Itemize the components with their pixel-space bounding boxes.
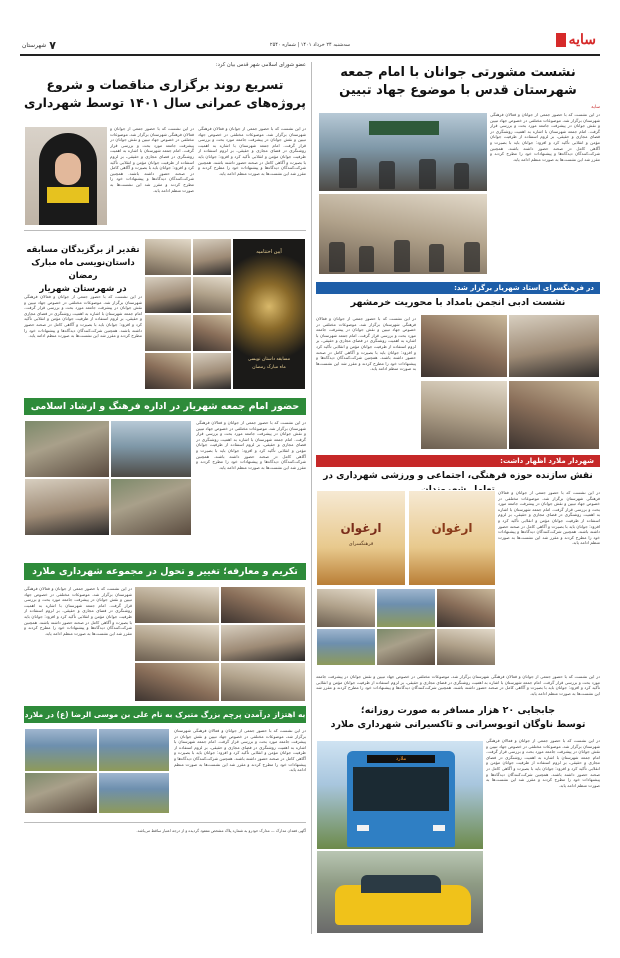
culture-photo-6 — [436, 628, 496, 666]
literary-body: در این نشست که با حضور جمعی از جوانان و فعالان فرهنگی شهرستان برگزار شد، موضوعات مختلفی در خصوص جهاد تبیین و نقش جوانان در پیشرفت جامعه مورد بحث و بررسی قرار گرفت. امام جمعه شهرستان با اشاره به اهمیت روشنگری در فضای مجازی و حقیقی، بر لزوم استفاده از ظرفیت جوانان مؤمن و انقلابی تأکید کرد و افزود: جوانان باید با بصیرت و آگاهی کامل در صحنه حضور داشته باشند. همچنین شرکت‌کنندگان دیدگاه‌ها و پیشنهادات خود را مطرح کردند و مقرر شد این نشست‌ها به صورت منظم ادامه یابد. — [316, 316, 416, 372]
honor-photo-2 — [144, 276, 192, 314]
poster-line3: ماه مبارک رمضان — [252, 365, 286, 370]
footer-notice: آگهی فقدان مدارک — مدارک خودرو به شماره پلاک مشخص مفقود گردیده و از درجه اعتبار ساقط می‌باشد. — [136, 828, 306, 833]
bus-headlight-left — [357, 825, 369, 831]
literary-photo-1 — [420, 314, 508, 378]
honor-poster — [232, 238, 306, 390]
taxi-window — [361, 875, 441, 893]
left-main-title-line2: پروژه‌های عمرانی سال ۱۴۰۱ توسط شهرداری — [24, 95, 306, 110]
culture-photo-2 — [376, 588, 436, 628]
literary-headline: نشست ادبی انجمن بامداد با محوریت خرمشهر — [350, 297, 566, 308]
right-main-headline — [316, 64, 600, 100]
transport-headline — [316, 704, 600, 732]
meeting-photo-1 — [318, 112, 488, 192]
flag-photo-2 — [98, 728, 170, 772]
culture-poster-title: ارغوان — [431, 521, 473, 535]
portrait-scarf — [47, 187, 89, 203]
imam-visit-bar: حضور امام جمعه شهریار در اداره فرهنگ و ارشاد اسلامی — [24, 398, 306, 415]
right-main-title-line1: نشست مشورتی جوانان با امام جمعه — [340, 65, 576, 80]
logo-text: سایه — [568, 32, 596, 48]
person-figure — [394, 240, 410, 272]
culture-poster-title: ارغوان — [340, 521, 382, 535]
culture-photo-3 — [436, 588, 496, 628]
farewell-photo-5 — [134, 662, 220, 702]
person-figure — [359, 246, 374, 272]
culture-headline: نقش سازنده حوزه فرهنگی، اجتماعی و ورزشی شهرداری در — [323, 471, 593, 481]
imam-visit-photo-3 — [24, 478, 110, 536]
bus-body — [347, 751, 455, 847]
honor-photo-8 — [192, 352, 232, 390]
culture-poster-1 — [316, 490, 406, 586]
imam-visit-body: در این نشست که با حضور جمعی از جوانان و فعالان فرهنگی شهرستان برگزار شد، موضوعات مختلفی در خصوص جهاد تبیین و نقش جوانان در پیشرفت جامعه مورد بحث و بررسی قرار گرفت. امام جمعه شهرستان با اشاره به اهمیت روشنگری در فضای مجازی و حقیقی، بر لزوم استفاده از ظرفیت جوانان مؤمن و انقلابی تأکید کرد و افزود: جوانان باید با بصیرت و آگاهی کامل در صحنه حضور داشته باشند. همچنین شرکت‌کنندگان دیدگاه‌ها و پیشنهادات خود را مطرح کردند و مقرر شد این نشست‌ها به صورت منظم ادامه یابد. — [196, 420, 306, 470]
masthead-rule — [20, 54, 600, 56]
literary-photo-2 — [508, 314, 600, 378]
footer-divider — [24, 822, 306, 823]
honor-headline — [24, 244, 142, 296]
farewell-body: در این نشست که با حضور جمعی از جوانان و فعالان فرهنگی شهرستان برگزار شد، موضوعات مختلفی در خصوص جهاد تبیین و نقش جوانان در پیشرفت جامعه مورد بحث و بررسی قرار گرفت. امام جمعه شهرستان با اشاره به اهمیت روشنگری در فضای مجازی و حقیقی، بر لزوم استفاده از ظرفیت جوانان مؤمن و انقلابی تأکید کرد و افزود: جوانان باید با بصیرت و آگاهی کامل در صحنه حضور داشته باشند. همچنین شرکت‌کنندگان دیدگاه‌ها و پیشنهادات خود را مطرح کردند و مقرر شد این نشست‌ها به صورت منظم ادامه یابد. — [24, 586, 132, 636]
honor-photo-6 — [192, 276, 232, 314]
person-figure — [419, 159, 436, 189]
newspaper-logo — [542, 30, 596, 50]
person-figure — [329, 242, 345, 272]
imam-visit-photo-2 — [110, 420, 192, 478]
literary-photo-3 — [420, 380, 508, 450]
left-main-body-b: در این نشست که با حضور جمعی از جوانان و فعالان فرهنگی شهرستان برگزار شد، موضوعات مختلفی در خصوص جهاد تبیین و نقش جوانان در پیشرفت جامعه مورد بحث و بررسی قرار گرفت. امام جمعه شهرستان با اشاره به اهمیت روشنگری در فضای مجازی و حقیقی، بر لزوم استفاده از ظرفیت جوانان مؤمن و انقلابی تأکید کرد و افزود: جوانان باید با بصیرت و آگاهی کامل در صحنه حضور داشته باشند. همچنین شرکت‌کنندگان دیدگاه‌ها و پیشنهادات خود را مطرح کردند و مقرر شد این نشست‌ها به صورت منظم ادامه یابد. — [198, 126, 306, 176]
section-name: شهرستان — [22, 42, 47, 49]
column-divider — [311, 62, 312, 934]
flag-bar: به اهتزاز درآمدن پرچم بزرگ متبرک به نام علی بن موسی الرضا (ع) در ملارد — [24, 706, 306, 723]
meeting-photo-2 — [318, 193, 488, 275]
farewell-photo-4 — [220, 624, 306, 662]
honor-title-line3: در شهرستان شهریار — [39, 284, 127, 294]
culture-photo-4 — [316, 628, 376, 666]
left-main-body-a: در این نشست که با حضور جمعی از جوانان و فعالان فرهنگی شهرستان برگزار شد، موضوعات مختلفی در خصوص جهاد تبیین و نقش جوانان در پیشرفت جامعه مورد بحث و بررسی قرار گرفت. امام جمعه شهرستان با اشاره به اهمیت روشنگری در فضای مجازی و حقیقی، بر لزوم استفاده از ظرفیت جوانان مؤمن و انقلابی تأکید کرد و افزود: جوانان باید با بصیرت و آگاهی کامل در صحنه حضور داشته باشند. همچنین شرکت‌کنندگان دیدگاه‌ها و پیشنهادات خود را مطرح کردند و مقرر شد این نشست‌ها به صورت منظم ادامه یابد. — [110, 126, 194, 193]
culture-body: در این نشست که با حضور جمعی از جوانان و فعالان فرهنگی شهرستان برگزار شد، موضوعات مختلفی در خصوص جهاد تبیین و نقش جوانان در پیشرفت جامعه مورد بحث و بررسی قرار گرفت. امام جمعه شهرستان با اشاره به اهمیت روشنگری در فضای مجازی و حقیقی، بر لزوم استفاده از ظرفیت جوانان مؤمن و انقلابی تأکید کرد و افزود: جوانان باید با بصیرت و آگاهی کامل در صحنه حضور داشته باشند. همچنین شرکت‌کنندگان دیدگاه‌ها و پیشنهادات خود را مطرح کردند و مقرر شد این نشست‌ها به صورت منظم ادامه یابد. — [498, 490, 600, 546]
bus-headlight-right — [433, 825, 445, 831]
flag-photo-3 — [24, 772, 98, 814]
person-figure — [454, 163, 469, 189]
farewell-photo-2 — [220, 586, 306, 624]
honor-photo-4 — [144, 352, 192, 390]
imam-visit-photo-1 — [24, 420, 110, 478]
bus-sign: ملارد — [367, 755, 435, 763]
left-main-headline — [22, 76, 308, 112]
poster-line2: مسابقه داستان نویسی — [247, 357, 291, 362]
left-main-kicker: عضو شورای اسلامی شهر قدس بیان کرد: — [215, 62, 306, 68]
transport-title-line1: جابجایی ۲۰ هزار مسافر به صورت روزانه؛ — [360, 705, 556, 716]
culture-photo-5 — [376, 628, 436, 666]
flag-photo-4 — [98, 772, 170, 814]
culture-photo-1 — [316, 588, 376, 628]
bus-windshield — [353, 767, 449, 811]
banner-shape — [369, 121, 439, 135]
honor-photo-7 — [192, 314, 232, 352]
flag-body: در این نشست که با حضور جمعی از جوانان و فعالان فرهنگی شهرستان برگزار شد، موضوعات مختلفی در خصوص جهاد تبیین و نقش جوانان در پیشرفت جامعه مورد بحث و بررسی قرار گرفت. امام جمعه شهرستان با اشاره به اهمیت روشنگری در فضای مجازی و حقیقی، بر لزوم استفاده از ظرفیت جوانان مؤمن و انقلابی تأکید کرد و افزود: جوانان باید با بصیرت و آگاهی کامل در صحنه حضور داشته باشند. همچنین شرکت‌کنندگان دیدگاه‌ها و پیشنهادات خود را مطرح کردند و مقرر شد این نشست‌ها به صورت منظم ادامه یابد. — [174, 728, 306, 773]
culture-kicker-bar: شهردار ملارد اظهار داشت: — [316, 455, 600, 467]
right-main-body: در این نشست که با حضور جمعی از جوانان و فعالان فرهنگی شهرستان برگزار شد، موضوعات مختلفی در خصوص جهاد تبیین و نقش جوانان در پیشرفت جامعه مورد بحث و بررسی قرار گرفت. امام جمعه شهرستان با اشاره به اهمیت روشنگری در فضای مجازی و حقیقی، بر لزوم استفاده از ظرفیت جوانان مؤمن و انقلابی تأکید کرد و افزود: جوانان باید با بصیرت و آگاهی کامل در صحنه حضور داشته باشند. همچنین شرکت‌کنندگان دیدگاه‌ها و پیشنهادات خود را مطرح کردند و مقرر شد این نشست‌ها به صورت منظم ادامه یابد. — [490, 112, 600, 162]
page-number: ۷ — [49, 39, 56, 52]
right-main-title-line2: شهرستان قدس با موضوع جهاد تبیین — [339, 83, 577, 98]
logo-mark-icon — [556, 33, 566, 47]
farewell-bar: تکریم و معارفه؛ تغییر و تحول در مجموعه شهرداری ملارد — [24, 563, 306, 580]
right-main-source: سایه — [591, 105, 600, 110]
culture-poster-2 — [408, 490, 496, 586]
literary-kicker-bar: در فرهنگسرای استاد شهریار برگزار شد: — [316, 282, 600, 294]
issue-info: سه‌شنبه ۲۴ خرداد ۱۴۰۱ | شماره ۲۵۴۰ — [269, 42, 351, 48]
page-section — [22, 39, 56, 52]
person-figure — [339, 158, 357, 188]
culture-body-lower: در این نشست که با حضور جمعی از جوانان و فعالان فرهنگی شهرستان برگزار شد، موضوعات مختلفی در خصوص جهاد تبیین و نقش جوانان در پیشرفت جامعه مورد بحث و بررسی قرار گرفت. امام جمعه شهرستان با اشاره به اهمیت روشنگری در فضای مجازی و حقیقی، بر لزوم استفاده از ظرفیت جوانان مؤمن و انقلابی تأکید کرد و افزود: جوانان باید با بصیرت و آگاهی کامل در صحنه حضور داشته باشند. همچنین شرکت‌کنندگان دیدگاه‌ها و پیشنهادات خود را مطرح کردند و مقرر شد این نشست‌ها به صورت منظم ادامه یابد. — [316, 674, 600, 696]
culture-poster-subtitle: فرهنگسرای — [348, 541, 374, 547]
person-figure — [464, 242, 480, 272]
person-figure — [429, 244, 444, 272]
honor-body: در این نشست که با حضور جمعی از جوانان و فعالان فرهنگی شهرستان برگزار شد، موضوعات مختلفی در خصوص جهاد تبیین و نقش جوانان در پیشرفت جامعه مورد بحث و بررسی قرار گرفت. امام جمعه شهرستان با اشاره به اهمیت روشنگری در فضای مجازی و حقیقی، بر لزوم استفاده از ظرفیت جوانان مؤمن و انقلابی تأکید کرد و افزود: جوانان باید با بصیرت و آگاهی کامل در صحنه حضور داشته باشند. همچنین شرکت‌کنندگان دیدگاه‌ها و پیشنهادات خود را مطرح کردند و مقرر شد این نشست‌ها به صورت منظم ادامه یابد. — [24, 294, 142, 339]
honor-photo-1 — [144, 238, 192, 276]
poster-line1: آیین اختتامیه — [256, 249, 282, 255]
left-main-title-line1: تسریع روند برگزاری مناقصات و شروع — [46, 77, 284, 92]
section-divider — [24, 230, 306, 231]
bus-photo — [316, 740, 484, 850]
transport-title-line2: توسط ناوگان اتوبوسرانی و تاکسیرانی شهرداری ملارد — [330, 719, 586, 730]
farewell-photo-6 — [220, 662, 306, 702]
farewell-photo-3 — [134, 624, 220, 662]
portrait-face — [55, 153, 81, 185]
person-figure — [379, 161, 395, 189]
imam-visit-photo-4 — [110, 478, 192, 536]
flag-photo-1 — [24, 728, 98, 772]
honor-photo-5 — [192, 238, 232, 276]
farewell-photo-1 — [134, 586, 220, 624]
honor-title-line1: تقدیر از برگزیدگان مسابقه — [26, 245, 140, 255]
taxi-photo — [316, 850, 484, 934]
council-member-portrait — [24, 126, 108, 226]
honor-photo-3 — [144, 314, 192, 352]
honor-title-line2: داستان‌نویسی ماه مبارک رمضان — [31, 258, 135, 281]
literary-photo-4 — [508, 380, 600, 450]
transport-body: در این نشست که با حضور جمعی از جوانان و فعالان فرهنگی شهرستان برگزار شد، موضوعات مختلفی در خصوص جهاد تبیین و نقش جوانان در پیشرفت جامعه مورد بحث و بررسی قرار گرفت. امام جمعه شهرستان با اشاره به اهمیت روشنگری در فضای مجازی و حقیقی، بر لزوم استفاده از ظرفیت جوانان مؤمن و انقلابی تأکید کرد و افزود: جوانان باید با بصیرت و آگاهی کامل در صحنه حضور داشته باشند. همچنین شرکت‌کنندگان دیدگاه‌ها و پیشنهادات خود را مطرح کردند و مقرر شد این نشست‌ها به صورت منظم ادامه یابد. — [486, 738, 600, 788]
